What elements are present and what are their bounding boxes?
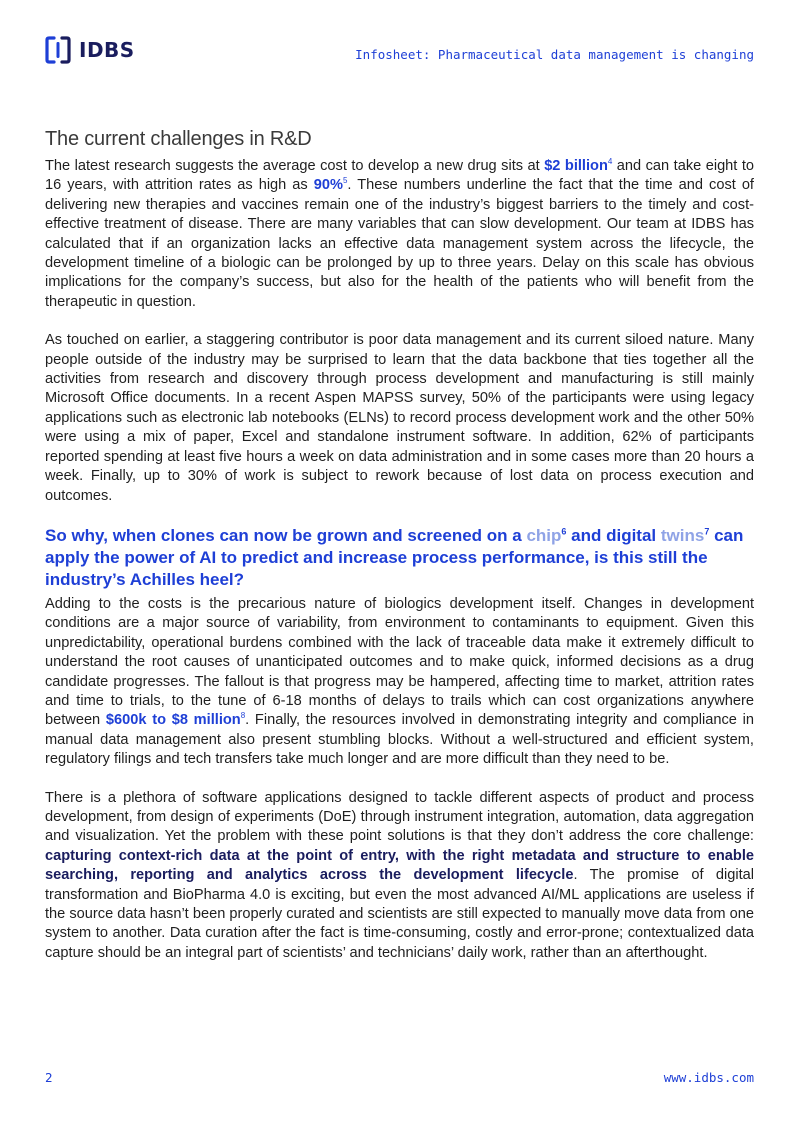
page-header [45,36,754,70]
text-run: The latest research suggests the average cost to develop a new drug sits at [45,158,545,174]
website-link[interactable]: www.idbs.com [663,1070,754,1085]
idbs-logo-icon [45,36,71,64]
footnote-ref-6[interactable]: 6 [561,526,567,537]
highlight-delay-cost: $600k to $8 million [105,712,241,729]
paragraph-cost-research [45,157,754,312]
text-run: There is a plethora of software applications designed to tackle different aspects of product and process development, from design of experiments (DoE) through instrument integration, automation, data aggregation and visualization. Yet the problem with these point solutions is that they don’t address the core challenge: [45,789,754,845]
footnote-ref-5[interactable]: 5 [342,176,348,186]
highlight-core-challenge: capturing context-rich data at the point of entry, with the right metadata and structure to enable searching, reporting and analytics across the development lifecycle [45,847,754,884]
heading-run: So why, when clones can now be grown and screened on a [45,525,527,545]
paragraph-biologics-costs [45,595,754,770]
paragraph-software-applications [45,789,754,964]
section-heading-challenges: The current challenges in R&D [45,128,312,150]
highlight-cost: $2 billion [544,158,608,174]
paragraph-data-management: As touched on earlier, a staggering contributor is poor data management and its current siloed nature. Many people outside of the industry may be surprised to learn that the data backbone that ties together all the activities from research and discovery through process development and manufacturing is still mainly Microsoft Office documents. In a recent Aspen MAPSS survey, 50% of the participants were using legacy applications such as electronic lab notebooks (ELNs) to record process development work and the other 50% were using a mix of paper, Excel and standalone instrument software. In addition, 62% of participants reported spending at least five hours a week on data administration and in some cases more than 20 hours a week. Finally, up to 30% of work is subject to rework because of lost data on process execution and outcomes. [45,332,754,504]
heading-run: and digital [566,525,661,545]
text-run: and can take eight to 16 years, with attrition rates as high as [45,158,755,194]
page-footer [45,1070,754,1088]
text-run: Adding to the costs is the precarious nature of biologics development itself. Changes in development conditions are a major source of variability, from environment to contaminants to equipment. Given this unpredictability, operational burdens combined with the lack of traceable data make it extremely difficult to understand the root causes of unanticipated outcomes and to make quick, informed decisions as a drug candidate progresses. The fallout is that progress may be hampered, affecting time to market, attrition rates and time to trials, to the tune of 6-18 months of delays to trails which can cost organizations anywhere between [45,595,754,729]
document-title: Infosheet: Pharmaceutical data management is changing [355,47,754,62]
highlight-attrition: 90% [313,177,343,194]
link-twins[interactable]: twins [660,525,705,545]
text-run: . Finally, the resources involved in demonstrating integrity and compliance in manual data management also present stumbling blocks. Without a well-structured and efficient system, regulatory filings and tech transfers take much longer and are more difficult than they need to be. [45,712,754,768]
text-run: . These numbers underline the fact that the time and cost of delivering new therapies and vaccines remain one of the industry’s biggest barriers to the timely and cost-effective treatment of disease. There are many variables that can slow development. Our team at IDBS has calculated that if an organization lacks an effective data management system across the lifecycle, the development timeline of a biologic can be prolonged by up to three years. Delay on this scale has obvious implications for the company’s success, but also for the health of the patients who will benefit from the therapeutic in question. [45,177,754,310]
footnote-ref-7[interactable]: 7 [704,526,710,537]
text-run: . The promise of digital transformation and BioPharma 4.0 is exciting, but even the most advanced AI/ML applications are useless if the source data hasn’t been properly curated and scientists are still expected to manually move data from one system to another. Data curation after the fact is time-consuming, costly and error-prone; contextualized data capture should be an integral part of scientists’ and technicians’ daily work, rather than an afterthought. [45,867,755,961]
main-content [45,128,754,963]
link-chip[interactable]: chip [526,525,562,545]
logo-wordmark: IDBS [79,38,135,62]
heading-run: can apply the power of AI to predict and increase process performance, is this still the industry’s Achilles heel? [45,525,744,589]
footnote-ref-8[interactable]: 8 [240,711,246,721]
idbs-logo [45,36,135,64]
section-heading-achilles [45,525,754,591]
page-number: 2 [45,1070,53,1085]
footnote-ref-4[interactable]: 4 [607,157,613,167]
